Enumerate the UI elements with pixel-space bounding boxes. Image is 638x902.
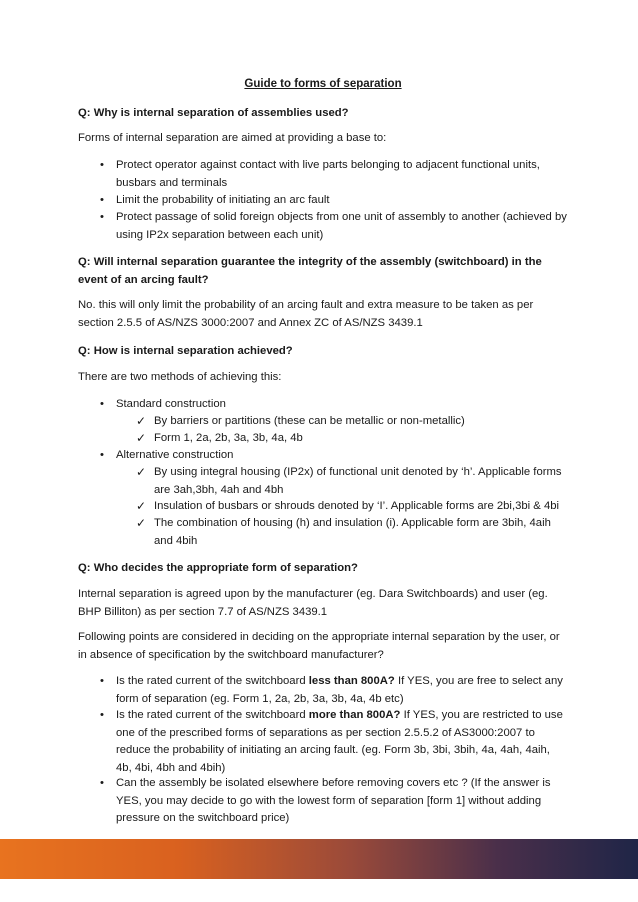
section-3-intro: There are two methods of achieving this: xyxy=(78,371,282,383)
question-3: Q: How is internal separation achieved? xyxy=(78,345,293,357)
bullet-icon: • xyxy=(100,211,104,223)
bullet-icon: • xyxy=(100,398,104,410)
bullet-icon: • xyxy=(100,159,104,171)
list-item: ✓ Form 1, 2a, 2b, 3a, 3b, 4a, 4b xyxy=(136,430,568,448)
page-title: Guide to forms of separation xyxy=(244,78,402,90)
bullet-icon: • xyxy=(100,449,104,461)
checkmark-icon: ✓ xyxy=(136,499,147,513)
checkmark-icon: ✓ xyxy=(136,431,147,445)
bullet-icon: • xyxy=(100,777,104,789)
bullet-icon: • xyxy=(100,675,104,687)
checkmark-icon: ✓ xyxy=(136,516,147,530)
section-4-paragraph-1: Internal separation is agreed upon by the manufacturer (eg. Dara Switchboards) and user (eg. BHP Billiton) as per section 7.7 of AS/NZS 3439.1 xyxy=(78,588,548,618)
list-item: • Can the assembly be isolated elsewhere before removing covers etc ? (If the answer is YES, you may decide to go with the lowest form of separation [form 1] without adding pressure on the switchboard price) xyxy=(98,775,568,828)
list-item: • Is the rated current of the switchboard more than 800A? If YES, you are restricted to use one of the prescribed forms of separations as per section 2.5.5.2 of AS3000:2007 to reduce the probability of initiating an arcing fault. (eg. Form 3b, 3bi, 3bih, 4a, 4ah, 4aih, 4b, 4bi, 4bh and 4bih) xyxy=(98,707,568,777)
question-2: Q: Will internal separation guarantee the integrity of the assembly (switchboard) in the event of an arcing fault? xyxy=(78,256,542,286)
list-item: ✓ The combination of housing (h) and insulation (i). Applicable form are 3bih, 4aih and 4bih xyxy=(136,516,551,547)
list-item: • Protect operator against contact with live parts belonging to adjacent functional units, busbars and terminals xyxy=(98,157,568,192)
section-4-paragraph-2: Following points are considered in deciding on the appropriate internal separation by the user, or in absence of specification by the switchboard manufacturer? xyxy=(78,631,560,661)
list-item: ✓ Insulation of busbars or shrouds denoted by ‘I’. Applicable forms are 2bi,3bi & 4bi xyxy=(136,498,568,516)
checkmark-icon: ✓ xyxy=(136,414,147,428)
list-item: • Limit the probability of initiating an arc fault xyxy=(98,192,568,210)
footer-band xyxy=(0,839,638,879)
bullet-icon: • xyxy=(100,709,104,721)
list-item: ✓ By barriers or partitions (these can be metallic or non-metallic) xyxy=(136,413,568,431)
list-item: • Standard construction xyxy=(98,396,568,414)
answer-2: No. this will only limit the probability of an arcing fault and extra measure to be taken as per section 2.5.5 of AS/NZS 3000:2007 and Annex ZC of AS/NZS 3439.1 xyxy=(78,299,534,329)
list-item: • Is the rated current of the switchboard less than 800A? If YES, you are free to select any form of separation (eg. Form 1, 2a, 2b, 3a, 3b, 4a, 4b etc) xyxy=(98,673,568,708)
list-item: • Protect passage of solid foreign objects from one unit of assembly to another (achieved by using IP2x separation between each unit) xyxy=(98,209,568,244)
checkmark-icon: ✓ xyxy=(136,465,147,479)
section-1-intro: Forms of internal separation are aimed at providing a base to: xyxy=(78,132,387,144)
question-4: Q: Who decides the appropriate form of separation? xyxy=(78,562,358,574)
list-item: • Alternative construction xyxy=(98,447,568,465)
list-item: ✓ By using integral housing (IP2x) of functional unit denoted by ‘h’. Applicable forms are 3ah,3bh, 4ah and 4bh xyxy=(136,465,562,496)
question-1: Q: Why is internal separation of assemblies used? xyxy=(78,107,349,119)
bullet-icon: • xyxy=(100,194,104,206)
